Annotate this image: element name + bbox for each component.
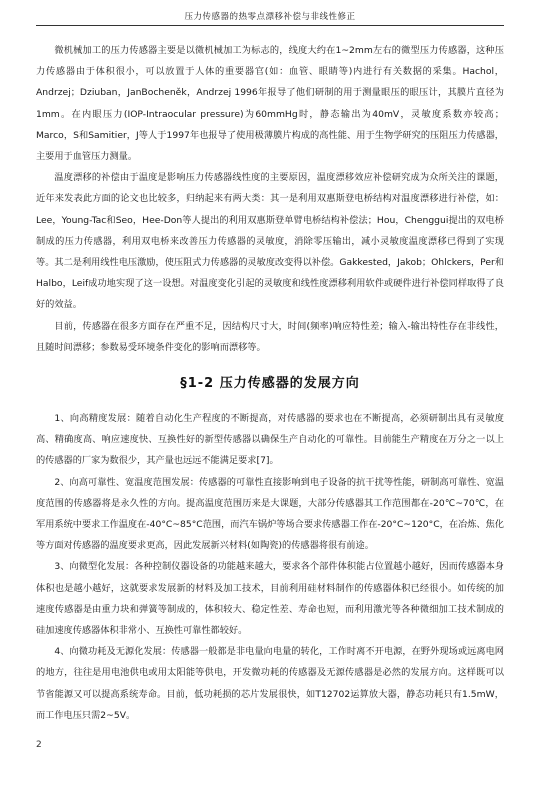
running-header: 压力传感器的热零点漂移补偿与非线性修正 xyxy=(36,10,504,26)
paragraph-temperature-drift-compensation: 温度漂移的补偿由于温度是影响压力传感器线性度的主要原因，温度漂移效应补偿研究成为众所关注的课题，近年来发表此方面的论文也比较多，归纳起来有两大类：其一是利用双惠斯登电桥结构对温度漂移进行补偿，如：Lee，Young-Tac和Seo，Hee-Don等人提出的利用双惠斯登单臂电桥结构补偿法；Hou，Chenggui提出的双电桥制成的压力传感器，利用双电桥来改善压力传感器的灵敏度，消除零压输出，减小灵敏度温度漂移已得到了实现等。其二是利用线性电压激励，使压阻式力传感器的灵敏度改变得以补偿。Gakkested，Jakob；Ohlckers，Per和Halbo，Leif成功地实现了这一设想。对温度变化引起的灵敏度和线性度漂移利用软件或硬件进行补偿同样取得了良好的效益。 xyxy=(36,172,504,311)
paragraph-low-power: 4、向微功耗及无源化发展：传感器一般都是非电量向电量的转化，工作时离不开电源，在野外现场或远离电网的地方，往往是用电池供电或用太阳能等供电，开发微功耗的传感器及无源传感器是必然的发展方向。这样既可以节省能源又可以提高系统寿命。目前，低功耗损的芯片发展很快，如T12702运算放大器，静态功耗只有1.5mW，而工作电压只需2~5V。 xyxy=(36,646,504,721)
paragraph-high-reliability: 2、向高可靠性、宽温度范围发展：传感器的可靠性直接影响到电子设备的抗干扰等性能，研制高可靠性、宽温度范围的传感器将是永久性的方向。提高温度范围历来是大课题，大部分传感器其工作范围都在-20℃~70℃，在军用系统中要求工作温度在-40°C~85°C范围，而汽车锅炉等场合要求传感器工作在-20°C~120°C，在冶炼、焦化等方面对传感器的温度要求更高，因此发展新兴材料(如陶瓷)的传感器将很有前途。 xyxy=(36,476,504,552)
section-title: §1-2 压力传感器的发展方向 xyxy=(180,376,360,392)
paragraph-micromachined-sensors: 微机械加工的压力传感器主要是以微机械加工为标志的，线度大约在1~2mm左右的微型压力传感器，这种压力传感器由于体积很小，可以放置于人体的重要器官(如：血管、眼睛等)内进行有关数据的采集。Hachol，Andrzej；Dziuban，JanBocheněk，Andrzej 1996年报导了他们研制的用于测量眼压的眼压计，其膜片直径为1mm。在内眼压力(IOP-Intraocular pressure)为60mmHg时，静态输出为40mV，灵敏度系数亦较高；Marco，S和Samitier，J等人于1997年也报导了使用极薄膜片构成的高性能、用于生物学研究的压阻压力传感器，主要用于血管压力测量。 xyxy=(36,45,504,163)
page-number: 2 xyxy=(36,740,42,750)
page-body xyxy=(36,40,504,726)
paragraph-current-shortcomings: 目前，传感器在很多方面存在严重不足，因结构尺寸大，时间(频率)响应特性差；输入-输出特性存在非线性，且随时间漂移；参数易受环境条件变化的影响而漂移等。 xyxy=(36,320,504,353)
paragraph-high-precision: 1、向高精度发展：随着自动化生产程度的不断提高，对传感器的要求也在不断提高，必须研制出具有灵敏度高、精确度高、响应速度快、互换性好的新型传感器以确保生产自动化的可靠性。目前能生产精度在万分之一以上的传感器的厂家为数很少，其产量也远远不能满足要求[7]。 xyxy=(36,413,504,467)
paragraph-miniaturization: 3、向微型化发展：各种控制仪器设备的功能越来越大，要求各个部件体积能占位置越小越好，因而传感器本身体积也是越小越好，这就要求发展新的材料及加工技术，目前利用硅材料制作的传感器体积已经很小。如传统的加速度传感器是由重力块和弹簧等制成的，体积较大、稳定性差、寿命也短，而利用激光等各种微细加工技术制成的硅加速度传感器体积非常小、互换性可靠性都较好。 xyxy=(36,561,504,637)
